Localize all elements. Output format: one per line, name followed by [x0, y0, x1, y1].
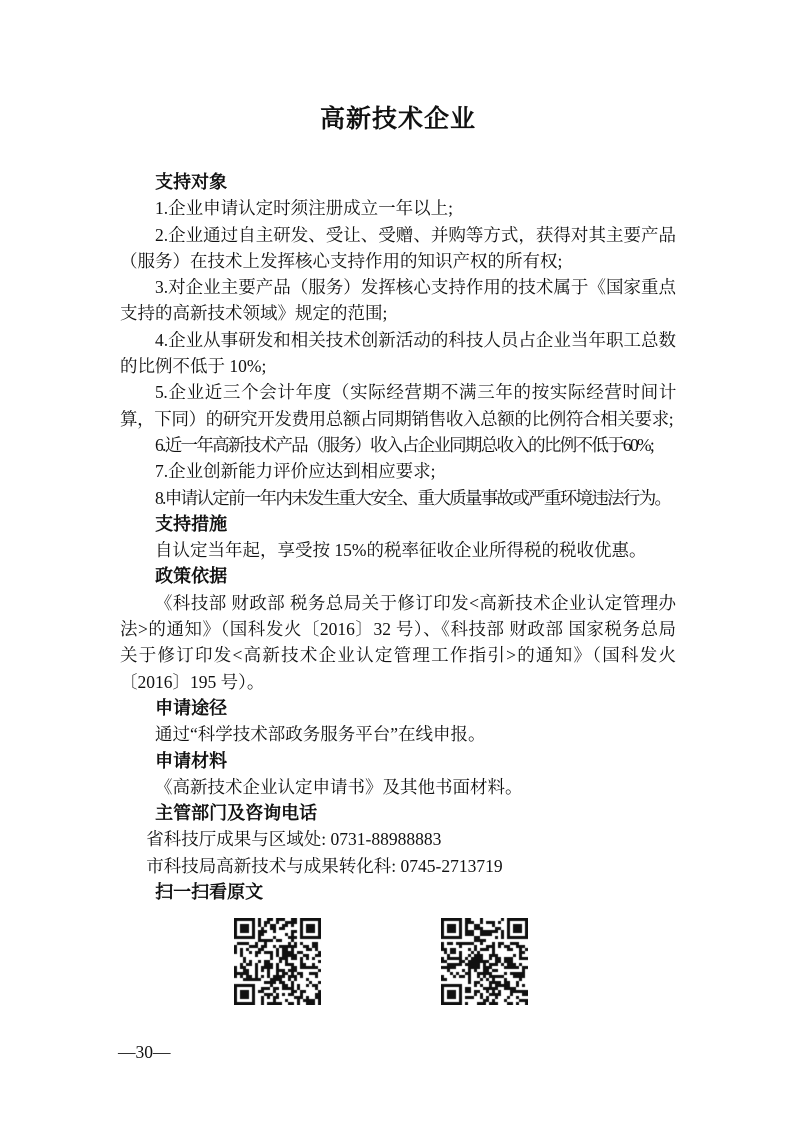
- section-policy-basis: [120, 563, 676, 694]
- section-heading-support-measures: 支持措施: [155, 513, 228, 534]
- paragraph: 8.申请认定前一年内未发生重大安全、重大质量事故或严重环境违法行为。: [155, 487, 671, 508]
- section-support-targets: [120, 169, 676, 511]
- section-department-contacts: [120, 800, 676, 879]
- page-title: 高新技术企业: [319, 106, 476, 133]
- paragraph: 自认定当年起，享受按 15%的税率征收企业所得税的税收优惠。: [155, 540, 647, 561]
- qr-code-right: [441, 918, 528, 1005]
- section-application-channel: [120, 695, 676, 748]
- section-heading-support-targets: 支持对象: [155, 172, 228, 192]
- phone-line-city: 市科技局高新技术与成果转化科: 0745-2713719: [146, 855, 503, 876]
- paragraph: 4.企业从事研发和相关技术创新活动的科技人员占企业当年职工总数的比例不低于 10%;: [120, 329, 676, 377]
- qr-code-left: [234, 918, 321, 1005]
- paragraph: 3.对企业主要产品（服务）发挥核心支持作用的技术属于《国家重点支持的高新技术领域》规定的范围;: [120, 277, 676, 324]
- phone-line-province: 省科技厅成果与区域处: 0731-88988883: [146, 829, 442, 850]
- paragraph: 通过“科学技术部政务服务平台”在线申报。: [155, 724, 486, 745]
- page-number: —30—: [118, 1042, 171, 1062]
- section-heading-policy-basis: 政策依据: [155, 566, 228, 587]
- section-application-materials: [120, 748, 676, 801]
- paragraph: 5.企业近三个会计年度（实际经营期不满三年的按实际经营时间计算，下同）的研究开发费用总额占同期销售收入总额的比例符合相关要求;: [120, 382, 676, 429]
- section-heading-application-channel: 申请途径: [155, 697, 228, 718]
- paragraph: 2.企业通过自主研发、受让、受赠、并购等方式，获得对其主要产品（服务）在技术上发挥核心支持作用的知识产权的所有权;: [120, 224, 676, 271]
- section-support-measures: [120, 511, 676, 564]
- paragraph: 《科技部 财政部 税务总局关于修订印发<高新技术企业认定管理办法>的通知》（国科发火〔2016〕32 号）、《科技部 财政部 国家税务总局关于修订印发<高新技术企业认定管理工作指引>的通知》（国科发火〔2016〕195 号）。: [120, 592, 676, 692]
- paragraph: 《高新技术企业认定申请书》及其他书面材料。: [155, 776, 523, 797]
- section-heading-scan-original: 扫一扫看原文: [155, 882, 264, 903]
- paragraph: 7.企业创新能力评价应达到相应要求;: [155, 461, 436, 482]
- paragraph: 1.企业申请认定时须注册成立一年以上;: [155, 198, 453, 219]
- qr-codes-row: [120, 918, 676, 1005]
- section-scan-original: [120, 879, 676, 1005]
- document-content: [120, 106, 676, 1005]
- paragraph: 6.近一年高新技术产品（服务）收入占企业同期总收入的比例不低于60%;: [155, 434, 654, 455]
- section-heading-department-contacts: 主管部门及咨询电话: [155, 803, 318, 824]
- section-heading-application-materials: 申请材料: [155, 750, 228, 771]
